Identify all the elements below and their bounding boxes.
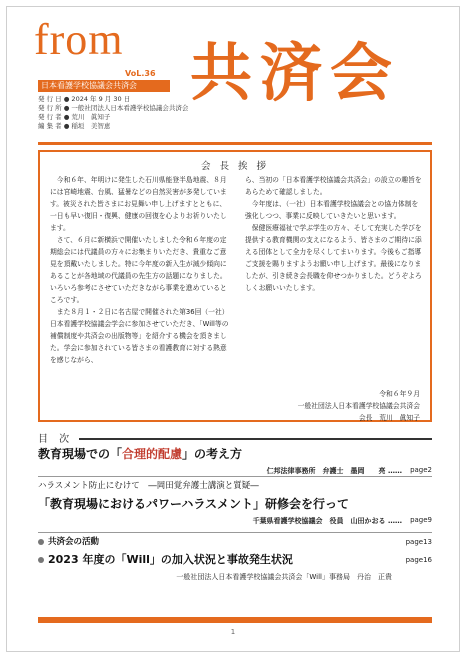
greeting-paragraph: ら、当初の「日本看護学校協議会共済会」の設立の趣旨をあらためて確認しました。: [245, 176, 422, 196]
toc-title-part: 」の考え方: [182, 447, 243, 461]
greeting-paragraph: 今和６年、年明けに発生した石川県能登半島地震、８月には宮崎地震、台風、猛暑などの自然災害が多発しています。被災された皆さまにお見舞い申し上げますとともに、一日も早い復旧・復興、健康の回復を心よりお祈りいたします。: [50, 176, 227, 232]
toc-item-page: page9: [410, 516, 432, 524]
toc-item-author: 仁邦法律事務所 弁護士 墨岡 亮 ……: [266, 467, 402, 475]
greeting-paragraph: 今年度は、（一社）日本看護学校協議会との協力体制を強化しつつ、事業に反映していきたいと思います。: [245, 200, 419, 220]
toc-item-1[interactable]: [38, 446, 432, 475]
toc-item-title: [38, 446, 432, 462]
greeting-box: [38, 150, 432, 422]
signature: [298, 388, 420, 424]
toc-item-subtitle: ハラスメント防止にむけて ―岡田覚弁護士講演と質疑―: [38, 481, 259, 491]
toc-divider: [38, 476, 432, 477]
org-bar: 日本看護学校協議会共済会: [38, 80, 170, 92]
signature-date: 令和６年９月: [379, 390, 420, 398]
toc-item-label: 2023 年度の「Will」の加入状況と事故発生状況: [48, 553, 293, 566]
toc-item-title: [38, 536, 432, 548]
masthead-from: from: [34, 15, 124, 64]
signature-org: 一般社団法人日本看護学校協議会共済会: [297, 402, 420, 410]
toc-item-title: 「教育現場におけるパワーハラスメント」研修会を行って: [38, 497, 350, 511]
toc-divider: [38, 532, 432, 533]
header-rule: [38, 142, 432, 145]
toc-item-page: page16: [405, 556, 432, 564]
toc-item-page: page2: [410, 466, 432, 474]
greeting-left-column: [50, 174, 230, 366]
toc-item-4[interactable]: [38, 552, 432, 581]
masthead-title: 共済会: [190, 36, 401, 109]
greeting-paragraph: さて、６月に新横浜で開催いたしました令和６年度の定期総会には代議員の方々にお集まりいただき、貴重なご意見を頂戴いたしました。特に今年度の新入生が減少傾向にあることが各地域の代議員の先生方の話題になりました。いろいろ参考にさせていただきながら事業を進めているところです。: [50, 236, 227, 304]
footer-rule: [38, 617, 432, 623]
toc-title-highlight: 合理的配慮: [122, 447, 183, 461]
toc-item-label: 共済会の活動: [48, 537, 100, 547]
meta-publisher: 発 行 所 ● 一般社団法人日本看護学校協議会共済会: [38, 104, 189, 112]
toc-item-author: 一般社団法人日本看護学校協議会共済会「Will」事務局 丹治 正貴: [176, 573, 392, 581]
greeting-right-column: [245, 174, 425, 294]
meta-date: 発 行 日 ● 2024 年 9 月 30 日: [38, 95, 131, 103]
meta-editor: 編 集 者 ● 稲垣 美智恵: [38, 122, 111, 130]
signature-name: 会長 荒川 眞知子: [358, 414, 420, 422]
toc-item-author: 千葉県看護学校協議会 役員 山田かおる ……: [252, 517, 402, 525]
toc-item-page: page13: [405, 538, 432, 546]
toc-item-2[interactable]: [38, 480, 432, 525]
toc-rule: [38, 438, 432, 440]
greeting-paragraph: また８月１・２日に名古屋で開催された第36回（一社）日本看護学校協議会学会に参加させていただき、「Will等の補償制度や共済会の出版物等」を紹介する機会を頂きました。学会に参加されている皆さまの看護教育に対する熱意を感じながら、: [50, 308, 229, 364]
bullet-icon: [38, 539, 44, 545]
bullet-icon: [38, 557, 44, 563]
toc-title-part: 教育現場での「: [38, 447, 123, 461]
toc-label: 目 次: [38, 430, 79, 445]
toc-item-3[interactable]: [38, 536, 432, 548]
publication-meta: [38, 95, 188, 131]
greeting-paragraph: 保健医療福祉で学ぶ学生の方々、そして充実した学びを提供する教育機関の支えになるよう、皆さまのご期待に添える団体として全力を尽くしてまいります。今後もご指導ご支援を賜りますようお願い申し上げます。最後になりましたが、引き続き会長職を仰せつかりました。どうぞよろしくお願いいたします。: [245, 224, 422, 292]
greeting-title: 会 長 挨 拶: [200, 161, 270, 172]
page-number: 1: [230, 628, 236, 636]
toc-item-title: [38, 552, 432, 568]
volume-label: VoL.36: [125, 69, 156, 78]
meta-issuer: 発 行 者 ● 荒川 眞知子: [38, 113, 111, 121]
